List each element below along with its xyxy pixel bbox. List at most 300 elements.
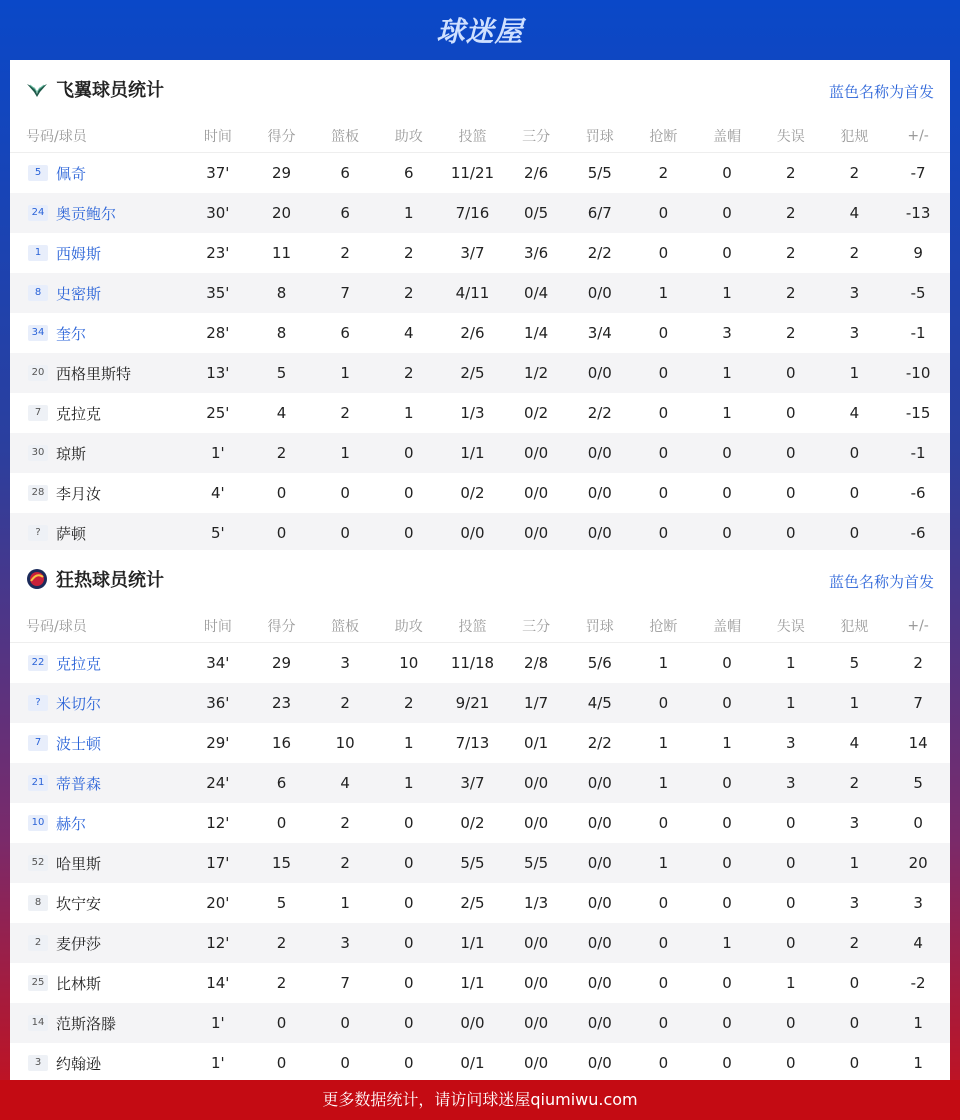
jersey-number-badge: 22 [28,655,48,671]
stat-cell: 4 [849,734,860,752]
stat-cell: 1 [823,683,887,723]
stat-cell: 0 [632,193,696,233]
stat-cell: 2/5 [441,353,505,393]
stat-cell: 14' [206,974,230,992]
player-name: 约翰逊 [56,1054,102,1073]
stat-cell: 29 [271,654,292,672]
player-row [10,473,950,513]
stat-cell: 9/21 [441,683,505,723]
jersey-number-badge: 2 [28,935,48,951]
player-cell [10,1043,186,1083]
stat-cell: 3 [849,894,860,912]
stat-cell: 20' [206,894,230,912]
team-stats-panel-1 [10,60,950,550]
player-name: 米切尔 [56,694,102,713]
jersey-number-badge: 14 [28,1015,48,1031]
stat-cell: 0/0 [568,763,632,803]
fever-logo-icon [26,568,48,590]
stat-cell: 0/0 [524,974,549,992]
column-header: 时间 [186,610,250,643]
jersey-number-badge: 7 [28,735,48,751]
stat-cell: 1 [658,654,669,672]
player-cell [10,1003,186,1043]
player-cell [10,273,186,313]
stat-cell: 1 [313,433,377,473]
jersey-number-badge: 8 [28,895,48,911]
column-header: 得分 [250,610,314,643]
stat-cell: 0/0 [587,814,612,832]
stat-cell: 0 [404,814,414,832]
stat-cell: 5/5 [587,164,612,182]
column-header: 得分 [250,120,314,153]
stat-cell: 4 [313,763,377,803]
stat-cell: 9 [913,244,923,262]
jersey-number-badge: ? [28,525,48,541]
stat-cell: 3 [849,324,860,342]
player-cell [10,923,186,963]
player-cell [10,153,186,194]
stat-cell: 3/4 [587,324,612,342]
stat-cell: 35' [186,273,250,313]
stat-cell: 7/16 [441,193,505,233]
stat-cell: 3 [823,273,887,313]
stat-cell: 0/0 [504,433,568,473]
stat-cell: 0/1 [460,1054,485,1072]
jersey-number-badge: 30 [28,445,48,461]
stat-cell: 2 [340,244,350,262]
stat-cell: 7 [886,683,950,723]
jersey-number-badge: ? [28,695,48,711]
stat-cell: 0 [695,1003,759,1043]
stat-cell: -6 [910,484,926,502]
stat-cell: 2 [250,433,314,473]
stat-cell: 1 [722,734,732,752]
stat-cell: 1 [340,894,350,912]
stat-cell: 0 [404,974,414,992]
stat-cell: 2/2 [587,404,612,422]
player-cell [10,393,186,433]
stat-cell: 3 [759,763,823,803]
stat-cell: 1 [913,1054,923,1072]
stat-cell: 0 [377,433,441,473]
stat-cell: 1 [632,763,696,803]
player-name: 范斯洛滕 [56,1014,117,1033]
column-header: 盖帽 [695,610,759,643]
stat-cell: 3/7 [441,763,505,803]
stat-cell: 13' [186,353,250,393]
starter-note: 蓝色名称为首发 [828,83,934,101]
stat-cell: 0/0 [568,843,632,883]
stat-cell: 1' [186,433,250,473]
stat-cell: 0 [722,244,732,262]
player-row [10,1003,950,1043]
player-cell [10,233,186,273]
stat-cell: 0 [695,683,759,723]
stat-cell: 3 [340,654,350,672]
stat-cell: 3 [849,814,860,832]
stat-cell: 24' [186,763,250,803]
player-name: 西姆斯 [56,244,102,263]
player-cell [10,353,186,393]
stat-cell: 4/11 [441,273,505,313]
stat-cell: 3 [722,324,732,342]
stat-cell: 1 [886,1003,950,1043]
stat-cell: 1/3 [460,404,485,422]
stat-cell: 1 [313,353,377,393]
stat-cell: 2 [313,843,377,883]
stat-cell: 0 [823,433,887,473]
stat-cell: 1 [695,923,759,963]
column-header: 抢断 [632,120,696,153]
stat-cell: 0 [340,1054,350,1072]
stat-cell: 0 [404,484,414,502]
stat-cell: 0/0 [524,484,549,502]
stat-cell: 0/0 [504,513,568,553]
stat-cell: 6 [313,193,377,233]
stat-cell: 0 [658,324,669,342]
player-cell [10,473,186,513]
stat-cell: 15 [250,843,314,883]
column-header: 助攻 [377,120,441,153]
stat-cell: 1 [695,273,759,313]
stat-cell: 25' [206,404,230,422]
stat-cell: 0 [632,1003,696,1043]
player-row [10,803,950,843]
stat-cell: 0 [250,1003,314,1043]
stat-cell: 2 [658,164,669,182]
stat-cell: 1 [404,404,414,422]
player-name: 萨顿 [56,524,87,543]
player-name: 佩奇 [56,164,87,183]
stat-cell: 3 [313,923,377,963]
stat-cell: 1 [695,353,759,393]
player-cell [10,883,186,923]
player-row [10,433,950,473]
team-header [10,550,950,610]
stat-cell: 2 [849,164,860,182]
stat-cell: 4 [849,404,860,422]
stat-cell: 1/4 [524,324,549,342]
stat-cell: 0/4 [504,273,568,313]
stat-cell: 0/2 [460,814,485,832]
column-header: 三分 [504,120,568,153]
jersey-number-badge: 7 [28,405,48,421]
column-header: +/- [886,610,950,643]
column-header: 投篮 [441,120,505,153]
column-header: +/- [886,120,950,153]
stat-cell: 6 [404,164,414,182]
column-header: 失误 [759,120,823,153]
stat-cell: 0 [658,404,669,422]
stat-cell: 2 [276,974,287,992]
stat-cell: 1 [632,273,696,313]
stat-cell: 5' [186,513,250,553]
stat-cell: 4 [404,324,414,342]
stat-cell: 1 [785,974,796,992]
stat-cell: 0 [632,923,696,963]
stat-cell: -1 [886,433,950,473]
stat-cell: 0/0 [504,923,568,963]
stat-cell: 0 [722,484,732,502]
stat-cell: 5 [250,353,314,393]
stat-cell: 6 [250,763,314,803]
player-row [10,843,950,883]
player-cell [10,803,186,843]
stat-cell: 3 [913,894,923,912]
site-logo: 球迷屋 [436,15,524,48]
column-header: 犯规 [823,120,887,153]
jersey-number-badge: 3 [28,1055,48,1071]
stat-cell: 0 [785,814,796,832]
stat-cell: 4' [210,484,225,502]
stat-cell: 0 [722,164,732,182]
stat-cell: 10 [335,734,355,752]
stat-cell: 7 [340,974,350,992]
player-cell [10,963,186,1003]
stat-cell: 0/0 [587,974,612,992]
stat-cell: 0 [632,433,696,473]
player-name: 哈里斯 [56,854,102,873]
player-name: 奥贡鲍尔 [56,204,117,223]
stat-cell: 2 [785,164,796,182]
stat-cell: 0 [695,513,759,553]
stat-cell: 0 [695,433,759,473]
player-cell [10,433,186,473]
stat-cell: 0 [632,513,696,553]
stat-cell: -6 [886,513,950,553]
stat-cell: 4 [886,923,950,963]
stat-cell: 1/1 [460,974,485,992]
stat-cell: 0 [849,484,860,502]
team-title: 狂热球员统计 [56,570,164,591]
stat-cell: 2/8 [524,654,549,672]
stat-cell: 0/2 [460,484,485,502]
footer-banner: 更多数据统计，请访问球迷屋qiumiwu.com [0,1080,960,1120]
stat-cell: 2 [313,683,377,723]
stat-cell: 0 [785,484,796,502]
column-header: 篮板 [313,610,377,643]
stat-cell: 3 [785,734,796,752]
stat-cell: 2 [377,353,441,393]
stat-cell: 2 [849,244,860,262]
stat-cell: 2/5 [460,894,485,912]
stat-cell: 1/1 [441,923,505,963]
stat-cell: 0/1 [524,734,549,752]
stat-cell: 4/5 [568,683,632,723]
stat-cell: 0/0 [504,763,568,803]
stat-cell: 0 [849,1054,860,1072]
stat-cell: 20 [250,193,314,233]
stat-cell: 0/0 [568,273,632,313]
stat-cell: 0 [722,974,732,992]
stat-cell: 2 [404,244,414,262]
player-cell [10,683,186,723]
player-row [10,193,950,233]
stat-cell: 2 [823,763,887,803]
stat-cell: 0/0 [441,513,505,553]
column-header: 犯规 [823,610,887,643]
stat-cell: 16 [271,734,292,752]
stat-cell: 0 [377,1003,441,1043]
jersey-number-badge: 25 [28,975,48,991]
stat-cell: 0 [658,484,669,502]
stat-cell: 0 [658,1054,669,1072]
jersey-number-badge: 28 [28,485,48,501]
stat-cell: 2 [250,923,314,963]
stat-cell: 0/0 [568,513,632,553]
player-row [10,273,950,313]
player-cell [10,313,186,353]
stat-cell: 2 [759,193,823,233]
stat-cell: 0 [276,814,287,832]
stat-cell: 0 [823,1003,887,1043]
stat-cell: 0/0 [587,1054,612,1072]
stat-cell: 30' [186,193,250,233]
column-header-player: 号码/球员 [10,120,186,153]
stat-cell: 0 [658,974,669,992]
stat-cell: 1 [404,734,414,752]
jersey-number-badge: 21 [28,775,48,791]
player-name: 克拉克 [56,654,102,673]
player-row [10,643,950,684]
team-header [10,60,950,120]
stat-cell: 0 [658,244,669,262]
stat-cell: 1 [377,763,441,803]
player-name: 蒂普森 [56,774,102,793]
stat-cell: 14 [908,734,928,752]
stat-cell: 5/5 [504,843,568,883]
stat-cell: 0 [658,894,669,912]
stat-cell: 6/7 [568,193,632,233]
stat-cell: 0/0 [568,433,632,473]
stat-cell: 6 [340,324,350,342]
stat-cell: 1 [823,843,887,883]
stat-cell: 0 [759,923,823,963]
stat-cell: 2 [913,654,923,672]
stat-cell: 2/2 [587,244,612,262]
stat-cell: 0 [785,404,796,422]
stat-cell: 0/0 [504,1003,568,1043]
team-stats-panel-2 [10,550,950,1080]
player-row [10,963,950,1003]
stat-cell: 0 [695,193,759,233]
stat-cell: 36' [186,683,250,723]
stat-cell: 1 [785,654,796,672]
player-row [10,1043,950,1083]
stat-cell: 23 [250,683,314,723]
player-name: 西格里斯特 [56,364,132,383]
stat-cell: 1/1 [441,433,505,473]
stat-cell: 0 [632,353,696,393]
column-header: 失误 [759,610,823,643]
stat-cell: 1 [632,843,696,883]
starter-note: 蓝色名称为首发 [828,573,934,591]
stat-cell: 0 [313,1003,377,1043]
stat-cell: 7 [313,273,377,313]
stat-cell: 8 [276,324,287,342]
stat-cell: 3/7 [460,244,485,262]
stat-cell: -13 [886,193,950,233]
stat-cell: 0/0 [568,1003,632,1043]
player-name: 坎宁安 [56,894,102,913]
player-name: 李月汝 [56,484,102,503]
jersey-number-badge: 10 [28,815,48,831]
player-name: 比林斯 [56,974,102,993]
stat-cell: 5 [886,763,950,803]
jersey-number-badge: 5 [28,165,48,181]
stat-cell: 0 [722,1054,732,1072]
stat-cell: 0 [276,484,287,502]
column-header: 三分 [504,610,568,643]
stat-cell: 5/5 [441,843,505,883]
column-header: 助攻 [377,610,441,643]
stat-cell: -5 [886,273,950,313]
stat-cell: 0 [276,1054,287,1072]
team-title: 飞翼球员统计 [56,80,164,101]
player-row [10,153,950,194]
stat-cell: 37' [206,164,230,182]
player-row [10,393,950,433]
stat-cell: 0/5 [504,193,568,233]
player-cell [10,763,186,803]
stats-table [10,120,950,553]
stat-cell: 1 [377,193,441,233]
stat-cell: 0/0 [441,1003,505,1043]
player-row [10,923,950,963]
player-name: 史密斯 [56,284,102,303]
stat-cell: 2 [759,273,823,313]
stat-cell: 2 [340,814,350,832]
stat-cell: 2 [785,244,796,262]
player-row [10,233,950,273]
player-cell [10,193,186,233]
stat-cell: 1 [759,683,823,723]
stat-cell: 1' [210,1054,225,1072]
stat-cell: 1 [722,404,732,422]
stat-cell: 0 [340,484,350,502]
stat-cell: 0 [722,894,732,912]
wings-logo-icon [26,78,48,100]
stat-cell: 0 [377,923,441,963]
stat-cell: 0 [759,513,823,553]
player-row [10,313,950,353]
stat-cell: 2 [340,404,350,422]
stat-cell: 0 [695,843,759,883]
stat-cell: 29 [271,164,292,182]
column-header: 罚球 [568,120,632,153]
stat-cell: 0 [785,894,796,912]
column-header: 时间 [186,120,250,153]
stat-cell: 8 [250,273,314,313]
player-cell [10,843,186,883]
column-header: 抢断 [632,610,696,643]
jersey-number-badge: 20 [28,365,48,381]
stat-cell: 6 [340,164,350,182]
stat-cell: 28' [206,324,230,342]
player-row [10,513,950,553]
stat-cell: 20 [886,843,950,883]
stat-cell: 2 [377,683,441,723]
stat-cell: 0 [404,894,414,912]
stat-cell: 4 [276,404,287,422]
stat-cell: 29' [206,734,230,752]
stat-cell: 0 [759,433,823,473]
stat-cell: 0 [759,843,823,883]
stat-cell: 2 [377,273,441,313]
player-name: 赫尔 [56,814,87,833]
stat-cell: 2/6 [524,164,549,182]
stat-cell: 0 [785,1054,796,1072]
